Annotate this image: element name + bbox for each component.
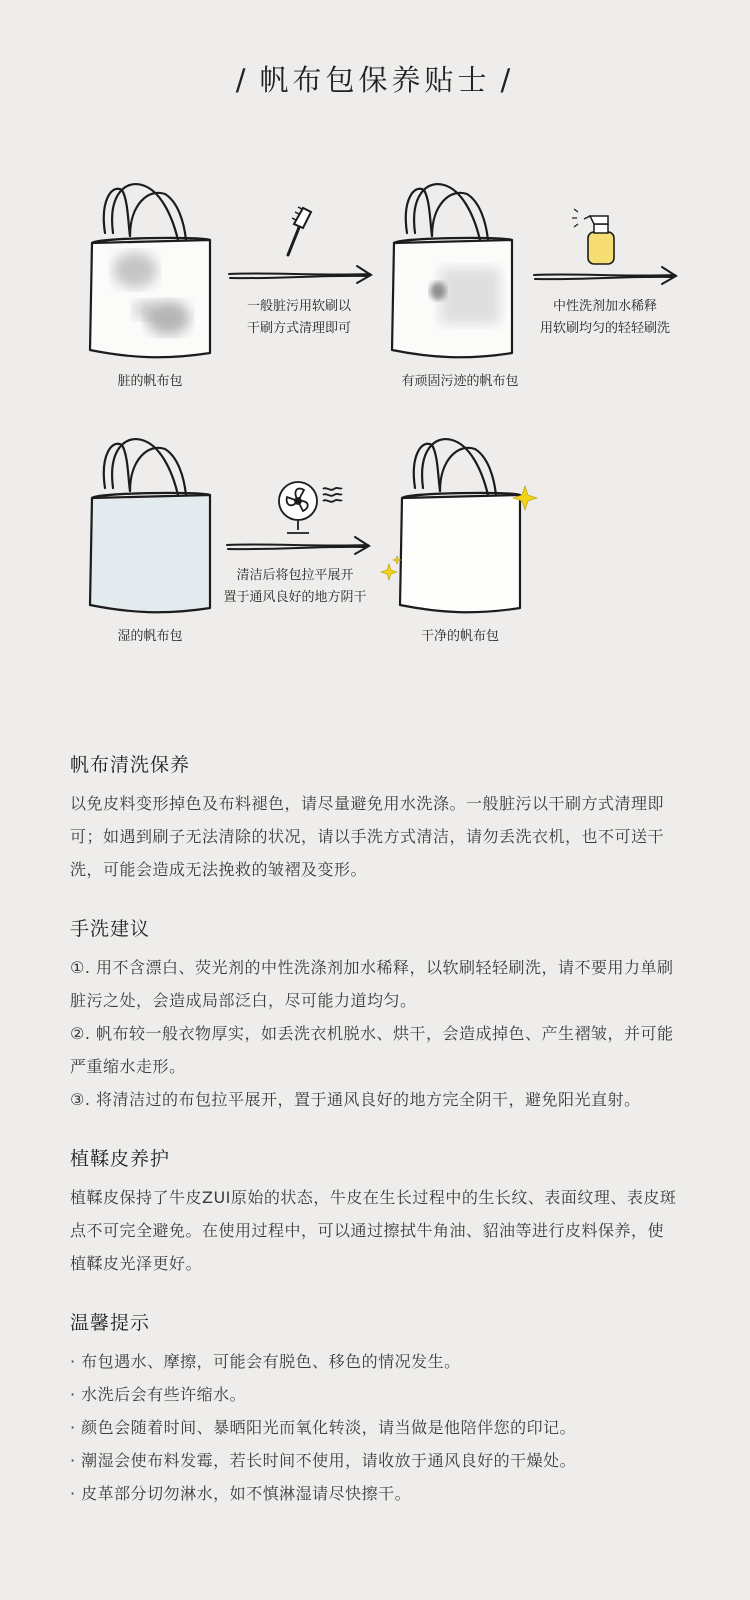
- section-paragraph: ②. 帆布较一般衣物厚实，如丢洗衣机脱水、烘干，会造成掉色、产生褶皱，并可能严重缩水走形。: [70, 1024, 674, 1076]
- stained-bag-icon: [392, 184, 512, 357]
- page-title: / 帆布包保养贴士 /: [235, 63, 515, 97]
- care-instructions: [70, 750, 680, 1538]
- section-paragraph: 以免皮料变形掉色及布料褪色，请尽量避免用水洗涤。一般脏污以干刷方式清理即可；如遇到刷子无法清除的状况，请以手洗方式清洁，请勿丢洗衣机，也不可送干洗，可能会造成无法挽救的皱褶及变形。: [70, 794, 665, 879]
- caption-step3: 清洁后将包拉平展开 置于通风良好的地方阴干: [223, 568, 367, 605]
- section-canvas-care: [70, 750, 680, 886]
- section-hand-wash: [70, 914, 680, 1116]
- tip-item: · 水洗后会有些许缩水。: [70, 1385, 247, 1404]
- section-heading: 手洗建议: [70, 918, 151, 940]
- section-tips: [70, 1308, 680, 1510]
- caption-step2: 中性洗剂加水稀释 用软刷均匀的轻轻刷洗: [539, 299, 670, 336]
- tip-item: · 颜色会随着时间、暴晒阳光而氧化转淡，请当做是他陪伴您的印记。: [70, 1418, 577, 1437]
- caption-clean-bag: 干净的帆布包: [420, 629, 499, 644]
- caption-stained-bag: 有顽固污迹的帆布包: [401, 374, 519, 389]
- tip-item: · 皮革部分切勿淋水，如不慎淋湿请尽快擦干。: [70, 1484, 412, 1503]
- section-paragraph: ③. 将清洁过的布包拉平展开，置于通风良好的地方完全阴干，避免阳光直射。: [70, 1090, 641, 1109]
- caption-dirty-bag: 脏的帆布包: [117, 374, 183, 389]
- section-heading: 植鞣皮养护: [70, 1148, 171, 1170]
- fan-icon: [279, 482, 342, 533]
- tip-item: · 布包遇水、摩擦，可能会有脱色、移色的情况发生。: [70, 1352, 461, 1371]
- arrow-right-icon: [229, 266, 371, 283]
- section-paragraph: ①. 用不含漂白、荧光剂的中性洗涤剂加水稀释，以软刷轻轻刷洗，请不要用力单刷脏污之处，会造成局部泛白，尽可能力道均匀。: [70, 958, 674, 1010]
- section-heading: 温馨提示: [70, 1312, 151, 1334]
- clean-bag-icon: [400, 439, 520, 612]
- wet-bag-icon: [90, 439, 210, 612]
- caption-step1: 一般脏污用软刷以 干刷方式清理即可: [246, 299, 351, 336]
- spray-bottle-icon: [572, 209, 614, 264]
- caption-wet-bag: 湿的帆布包: [117, 629, 183, 644]
- section-leather-care: [70, 1144, 680, 1280]
- dirty-bag-icon: [90, 184, 210, 357]
- section-heading: 帆布清洗保养: [70, 754, 191, 776]
- arrow-right-icon: [227, 537, 369, 554]
- arrow-right-icon: [534, 267, 676, 284]
- section-paragraph: 植鞣皮保持了牛皮ZUI原始的状态，牛皮在生长过程中的生长纹、表面纹理、表皮斑点不可完全避免。在使用过程中，可以通过擦拭牛角油、貂油等进行皮料保养，使植鞣皮光泽更好。: [70, 1188, 677, 1273]
- tip-item: · 潮湿会使布料发霉，若长时间不使用，请收放于通风良好的干燥处。: [70, 1451, 577, 1470]
- brush-icon: [288, 207, 311, 255]
- care-diagram: [0, 0, 750, 700]
